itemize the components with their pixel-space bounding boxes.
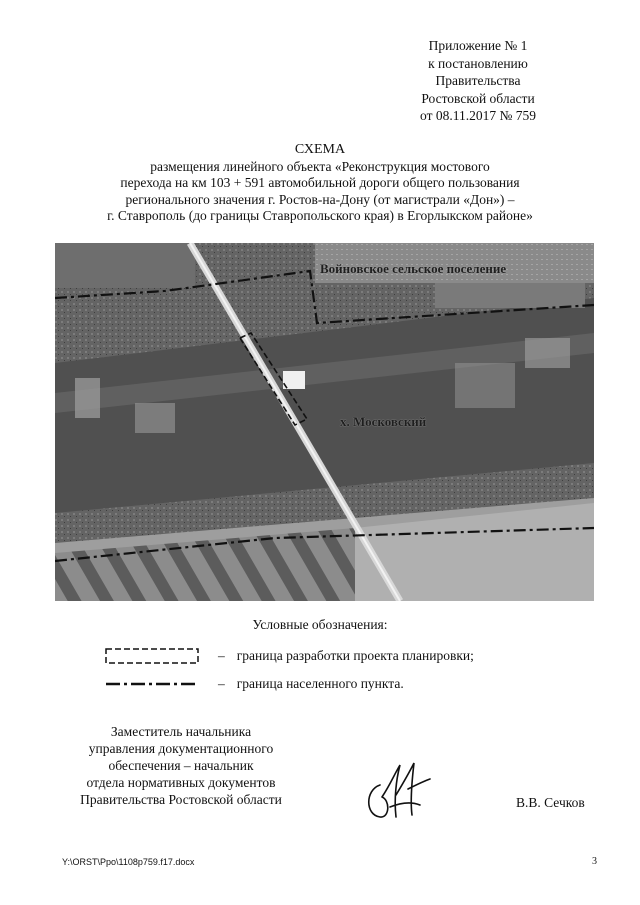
signer-name: В.В. Сечков (516, 795, 585, 810)
annex-line: к постановлению (428, 55, 528, 71)
legend-item-planning-boundary (104, 646, 474, 666)
aerial-map (55, 243, 594, 601)
signer-line: Правительства Ростовской области (80, 792, 282, 807)
title-line: размещения линейного объекта «Реконструкция мостового (150, 158, 490, 174)
legend-dash: – (218, 648, 225, 663)
legend-item-settlement-boundary (104, 674, 404, 694)
title-line: перехода на км 103 + 591 автомобильной дороги общего пользования (120, 175, 520, 190)
page-number: 3 (592, 856, 597, 867)
document-title (60, 142, 580, 225)
annex-line: от 08.11.2017 № 759 (420, 108, 536, 123)
legend-dash: – (218, 676, 225, 691)
signer-line: отдела нормативных документов (86, 775, 276, 790)
signer-line: Заместитель начальника (110, 724, 252, 739)
title-heading: СХЕМА (294, 142, 346, 157)
settlement-boundary-symbol (104, 674, 200, 694)
legend-text: граница разработки проекта планировки; (236, 648, 474, 663)
annex-line: Правительства (435, 73, 521, 88)
handwritten-signature (360, 745, 440, 825)
map-image (55, 243, 594, 601)
title-line: г. Ставрополь (до границы Ставропольского края) в Егорлыкском районе» (107, 208, 533, 223)
signer-line: обеспечения – начальник (108, 758, 254, 773)
annex-header (378, 37, 578, 125)
planning-boundary-symbol (104, 646, 200, 666)
annex-line: Приложение № 1 (428, 38, 528, 53)
map-label-village: х. Московский (340, 414, 427, 429)
title-line: регионального значения г. Ростов-на-Дону (от магистрали «Дон») – (125, 191, 515, 207)
legend-text: граница населенного пункта. (236, 676, 404, 691)
annex-line: Ростовской области (421, 90, 535, 106)
legend-title: Условные обозначения: (252, 617, 388, 632)
signer-position (62, 723, 300, 808)
signer-line: управления документационного (88, 741, 274, 756)
file-path: Y:\ORST\Ppo\1108p759.f17.docx (62, 857, 195, 867)
map-label-settlement-area: Войновское сельское поселение (320, 261, 507, 276)
